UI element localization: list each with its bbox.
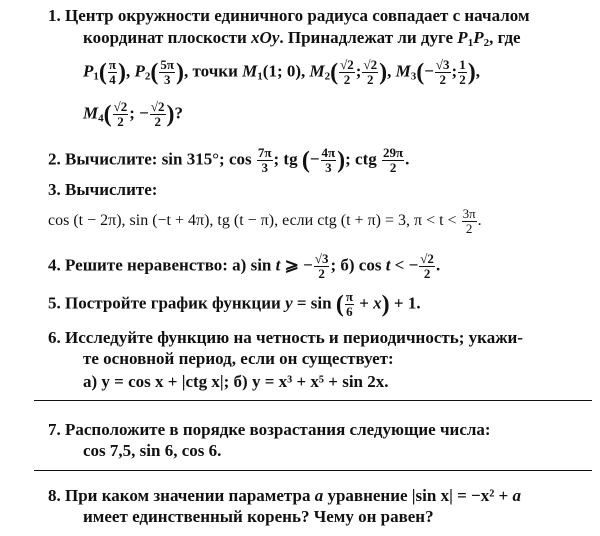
problem-3-line-1: 3. Вычислите: [48, 180, 158, 199]
fraction: $\frac{√3}{2}$ [314, 251, 329, 281]
problem-3-line-2: cos (t − 2π), sin (−t + 4π), tg (t − π), если ctg (t + π) = 3, π < t < $\frac{3\pi}{2}$ . [48, 206, 482, 236]
problem-7-line-2: cos 7,5, sin 6, cos 6. [83, 441, 222, 460]
fraction: $\frac{4\pi}{3}$ [321, 145, 336, 175]
problem-4-line: 4. Решите неравенство: а) sin t ⩾ − $\frac{√3}{2}$ ; б) cos t < − $\frac{√2}{2}$ . [48, 251, 441, 281]
problem-5-line: 5. Постройте график функции y = sin ( $\frac{\pi}{6}$ + x) + 1. [48, 289, 421, 319]
problem-8-line-1: 8. При каком значении параметра a уравнение |sin x| = −x² + a [48, 486, 521, 505]
fraction: $\frac{√2}{2}$ [150, 99, 165, 129]
problem-4-number: 4. [48, 255, 61, 275]
fraction: $\frac{1}{2}$ [459, 57, 466, 87]
fraction: $\frac{√2}{2}$ [420, 251, 434, 281]
problem-1-line-3: $P_1$( $\frac{\pi}{4}$ ), $P_2$( $\frac{5\pi}{3}$ ), точки $M_1(1$; 0), $M_2$( $\frac{√2}{2}$ ; $\frac{√2}{2}$ ), $M_3(-$ $\frac{√3}{2}$ ; $\frac{1}{2}$ ), [83, 57, 480, 87]
fraction: $\frac{5\pi}{3}$ [160, 57, 175, 87]
problem-8-line-2: имеет единственный корень? Чему он равен? [83, 507, 434, 526]
fraction: $\frac{29\pi}{2}$ [383, 145, 404, 175]
problem-1-line-1 [48, 6, 530, 26]
problem-3-number: 3. [48, 180, 61, 199]
problem-6-line-1: 6. Исследуйте функцию на четность и периодичность; укажи- [48, 328, 523, 347]
problem-7-line-1: 7. Расположите в порядке возрастания следующие числа: [48, 420, 491, 439]
problem-2-line: 2. Вычислите: sin 315°; cos $\frac{7\pi}{3}$ ; tg (− $\frac{4\pi}{3}$ ); ctg $\frac{29\pi}{2}$ . [48, 145, 410, 175]
problem-6-line-2: те основной период, если он существует: [83, 349, 394, 368]
divider-1 [34, 400, 592, 401]
problem-2-number: 2. [48, 149, 61, 169]
problem-7-number: 7. [48, 420, 61, 439]
fraction: $\frac{√2}{2}$ [113, 99, 128, 129]
divider-2 [34, 470, 592, 471]
fraction: $\frac{3\pi}{2}$ [462, 206, 476, 236]
fraction: $\frac{√3}{2}$ [435, 57, 450, 87]
fraction: $\frac{\pi}{4}$ [108, 57, 117, 87]
fraction: $\frac{√2}{2}$ [340, 57, 354, 87]
fraction: $\frac{\pi}{6}$ [345, 289, 353, 319]
problem-8-number: 8. [48, 486, 61, 505]
problem-5-number: 5. [48, 293, 61, 313]
fraction: $\frac{√2}{2}$ [363, 57, 378, 87]
problem-1-text-1: Центр окружности единичного радиуса совпадает с началом [65, 6, 530, 25]
problem-1-line-4: $M_4$( $\frac{√2}{2}$ ; − $\frac{√2}{2}$ )? [83, 99, 184, 129]
problem-6-number: 6. [48, 328, 61, 347]
problem-1-line-2: координат плоскости xOy. Принадлежат ли дуге $P_1P_2$, где [83, 28, 521, 49]
problem-6-line-3: а) y = cos x + |ctg x|; б) y = x³ + x⁵ + sin 2x. [83, 372, 389, 391]
fraction: $\frac{7\pi}{3}$ [257, 145, 272, 175]
problem-1-number: 1. [48, 6, 61, 25]
